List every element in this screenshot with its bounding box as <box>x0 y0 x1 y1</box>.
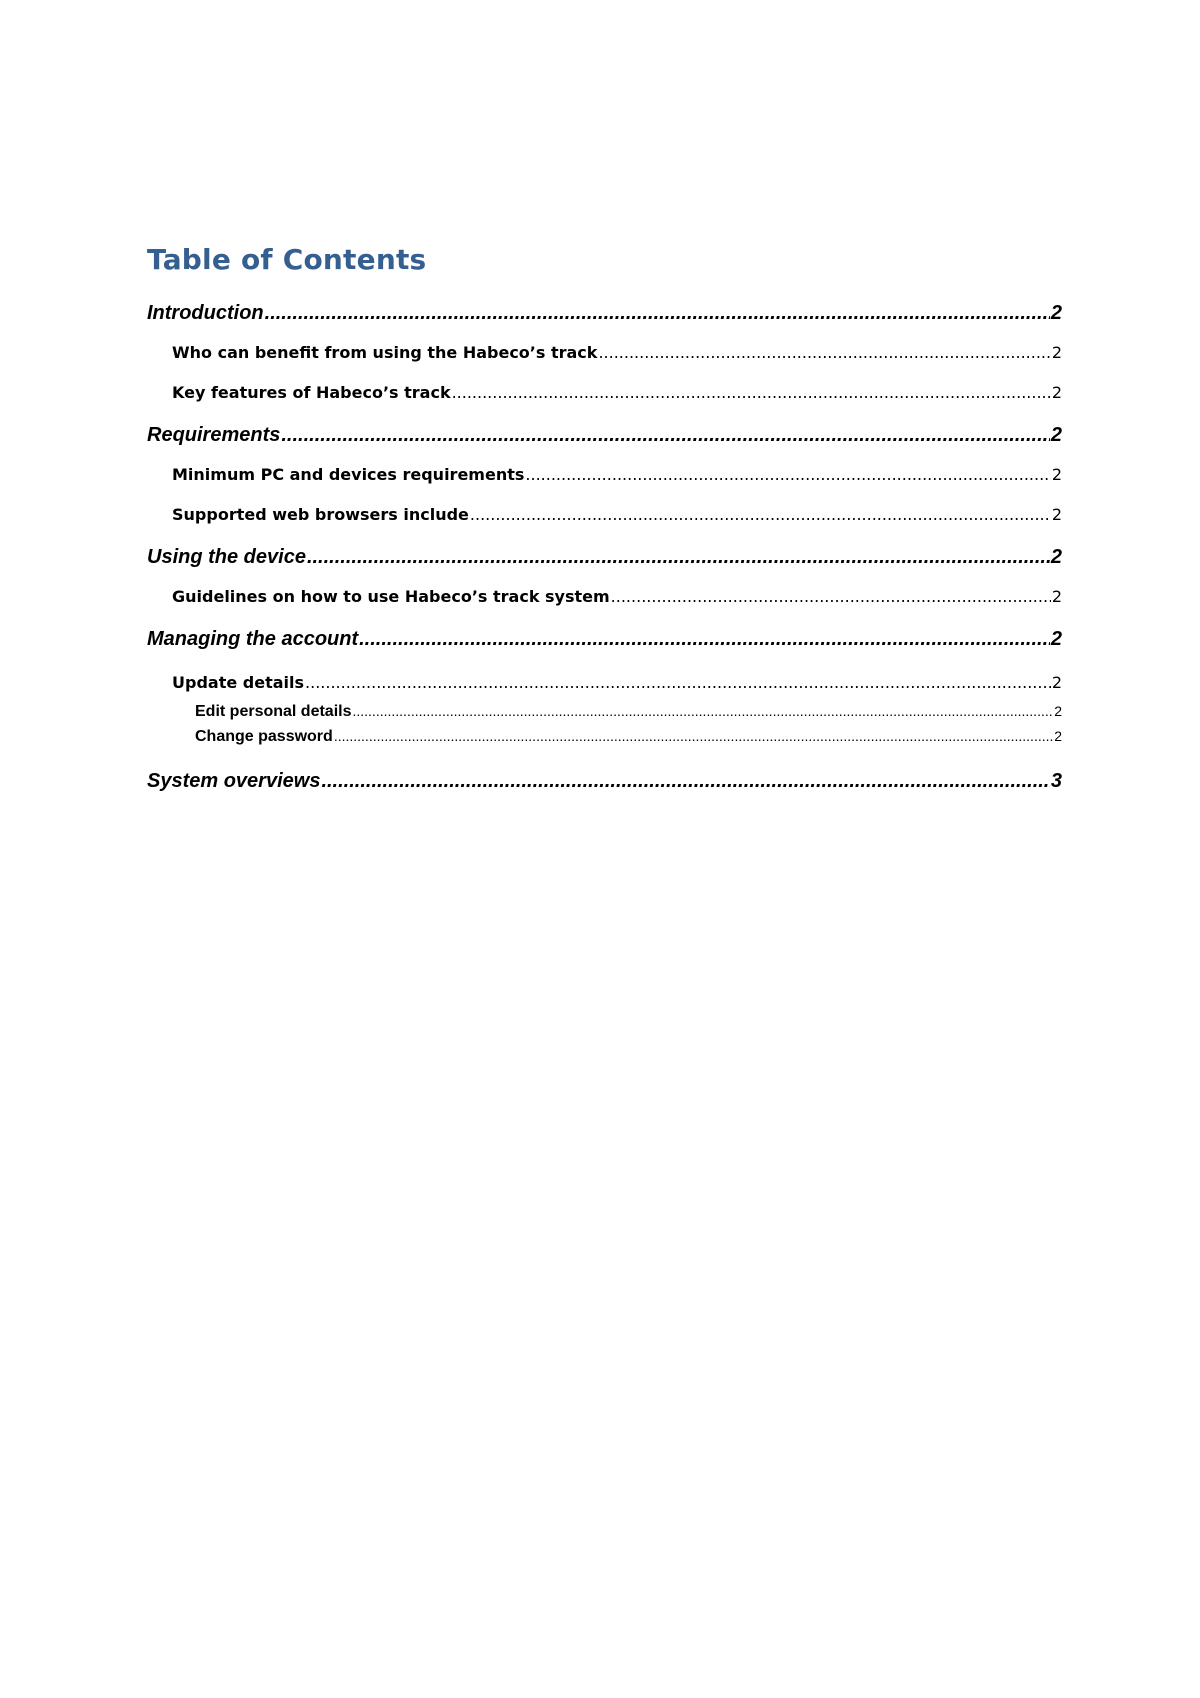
toc-page-number: 2 <box>1051 673 1062 692</box>
toc-page-number: 3 <box>1050 770 1062 792</box>
toc-entry-label: Update details <box>172 673 305 692</box>
toc-entry-label: Edit personal details <box>195 703 352 720</box>
toc-page-number: 2 <box>1050 424 1062 446</box>
toc-entry-label: Guidelines on how to use Habeco’s track system <box>172 587 610 606</box>
toc-entry-introduction[interactable] <box>147 293 1062 333</box>
dot-leader <box>470 495 1051 535</box>
toc-entry-label: System overviews <box>147 770 321 792</box>
toc-page-number: 2 <box>1054 703 1062 719</box>
dot-leader <box>321 761 1049 801</box>
dot-leader <box>307 537 1050 577</box>
toc-entry-who-can-benefit[interactable] <box>147 333 1062 373</box>
toc-entry-label: Using the device <box>147 546 306 568</box>
dot-leader <box>598 333 1050 373</box>
toc-entry-label: Managing the account <box>147 628 359 650</box>
toc-entry-edit-personal-details[interactable] <box>147 699 1062 724</box>
toc-entry-label: Who can benefit from using the Habeco’s track <box>172 343 598 362</box>
toc-entry-label: Introduction <box>147 302 264 324</box>
dot-leader <box>352 699 1053 724</box>
toc-entry-label: Change password <box>195 728 333 745</box>
toc-title: Table of Contents <box>147 243 427 276</box>
toc-page-number: 2 <box>1051 383 1062 402</box>
toc-entry-label: Supported web browsers include <box>172 505 469 524</box>
toc-entry-label: Key features of Habeco’s track <box>172 383 451 402</box>
toc-page-number: 2 <box>1051 343 1062 362</box>
toc-page-number: 2 <box>1051 505 1062 524</box>
dot-leader <box>359 619 1050 659</box>
dot-leader <box>334 724 1053 749</box>
dot-leader <box>525 455 1050 495</box>
toc-page-number: 2 <box>1050 546 1062 568</box>
toc-page-number: 2 <box>1051 587 1062 606</box>
dot-leader <box>305 667 1051 699</box>
toc-entry-label: Minimum PC and devices requirements <box>172 465 525 484</box>
toc-page-number: 2 <box>1050 628 1062 650</box>
dot-leader <box>611 577 1051 617</box>
toc-entry-requirements[interactable] <box>147 415 1062 455</box>
toc-entry-minimum-pc[interactable] <box>147 455 1062 495</box>
toc-entry-managing-the-account[interactable] <box>147 619 1062 659</box>
toc-entry-key-features[interactable] <box>147 373 1062 413</box>
toc-entry-guidelines[interactable] <box>147 577 1062 617</box>
dot-leader <box>265 293 1050 333</box>
toc-page-number: 2 <box>1050 302 1062 324</box>
toc-page-number: 2 <box>1054 728 1062 744</box>
dot-leader <box>452 373 1051 413</box>
spacer <box>147 749 1062 759</box>
toc-page-number: 2 <box>1051 465 1062 484</box>
toc-entry-system-overviews[interactable] <box>147 761 1062 801</box>
toc-entry-label: Requirements <box>147 424 281 446</box>
table-of-contents <box>147 243 1062 801</box>
toc-entry-supported-browsers[interactable] <box>147 495 1062 535</box>
dot-leader <box>281 415 1050 455</box>
toc-entry-using-the-device[interactable] <box>147 537 1062 577</box>
toc-entry-update-details[interactable] <box>147 667 1062 699</box>
toc-entry-change-password[interactable] <box>147 724 1062 749</box>
